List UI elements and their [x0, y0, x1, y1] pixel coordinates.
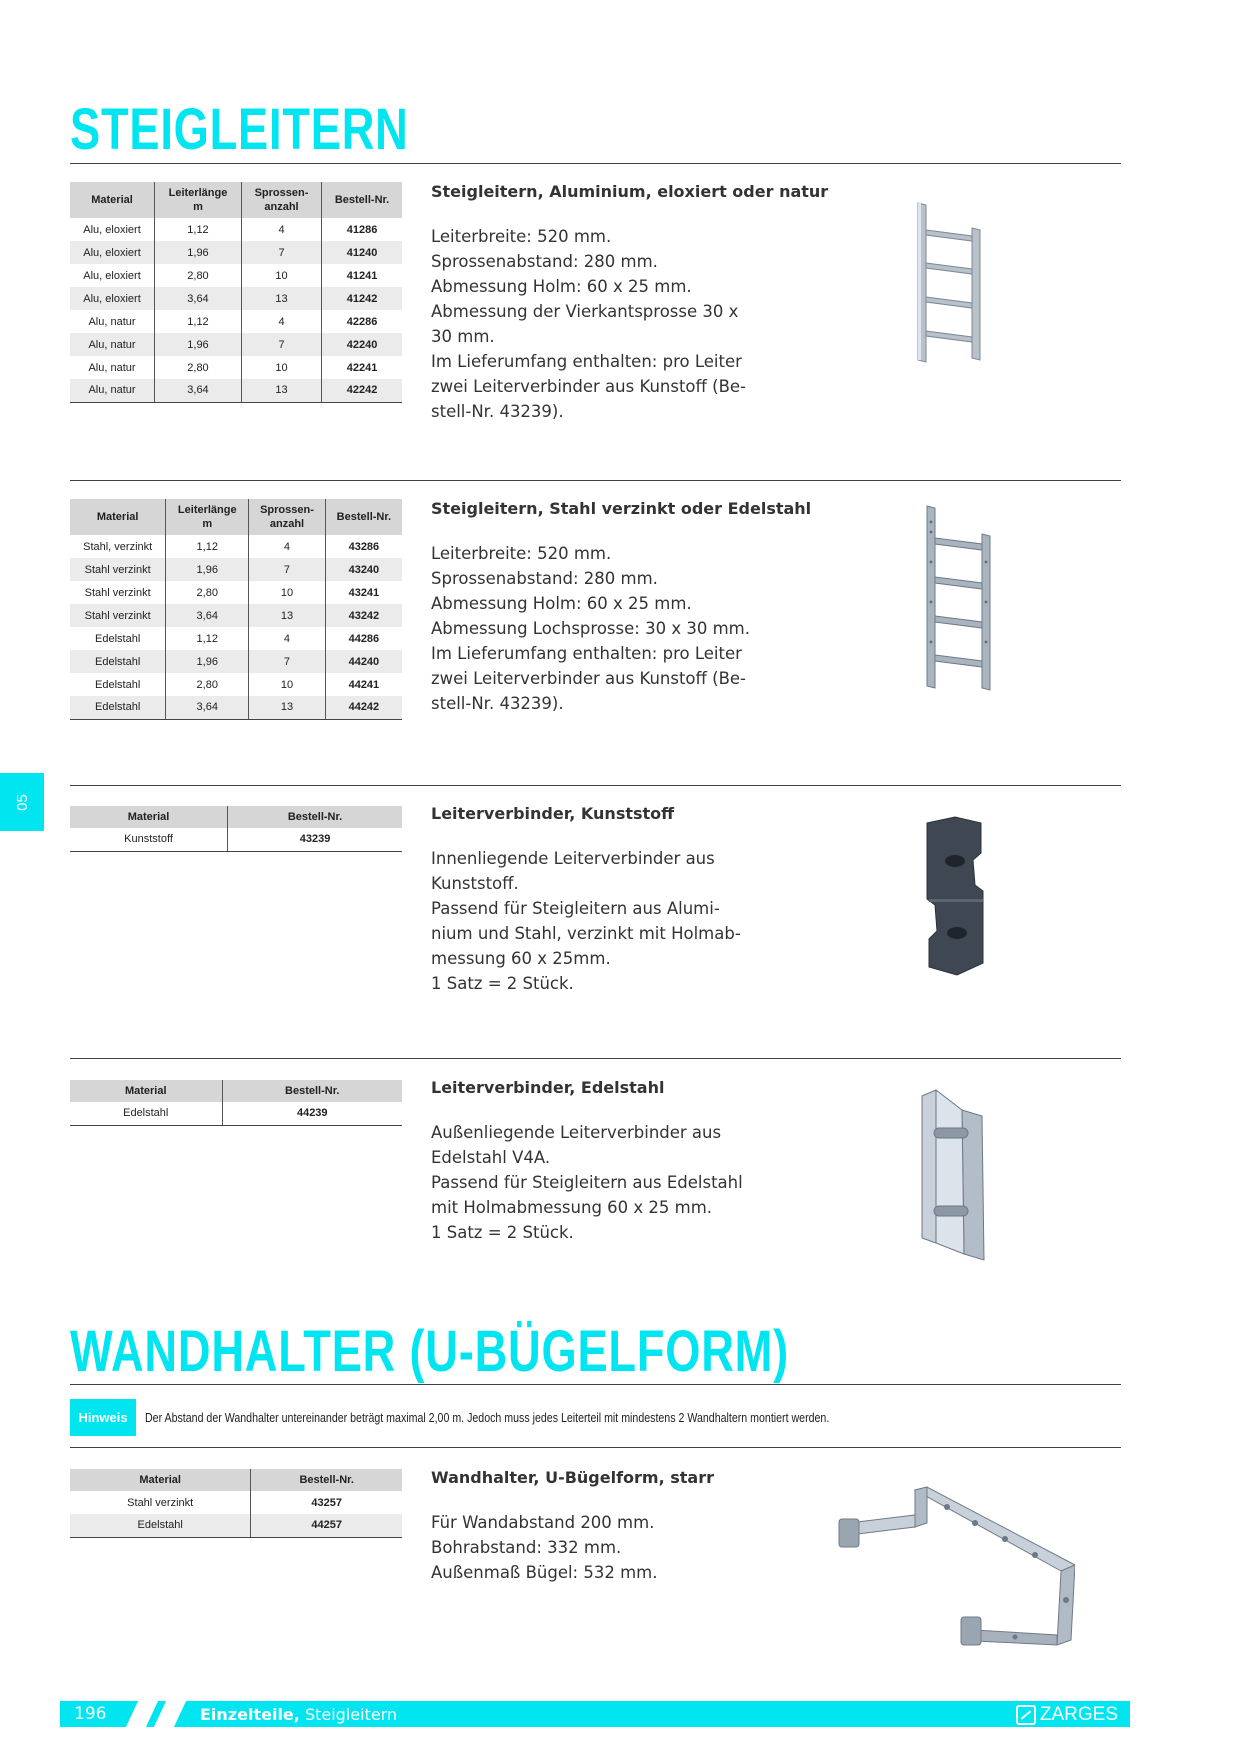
table-header-cell: Leiterlänge m	[166, 499, 249, 535]
table-cell: Alu, natur	[70, 333, 155, 356]
table-header-cell: Bestell-Nr.	[228, 806, 402, 828]
divider	[70, 1384, 1121, 1385]
table-row	[70, 333, 402, 356]
table-row	[70, 1514, 402, 1537]
table-cell: 2,80	[155, 356, 242, 379]
spec-table-kunststoff	[70, 806, 402, 852]
table-cell: 4	[241, 310, 321, 333]
table-cell: Alu, natur	[70, 379, 155, 402]
section-heading-kunststoff: Leiterverbinder, Kunststoff	[431, 804, 675, 823]
table-cell: 2,80	[155, 264, 242, 287]
divider	[70, 1058, 1121, 1059]
table-cell: 42240	[322, 333, 402, 356]
table-row	[70, 379, 402, 402]
section-body-edelstahl: Außenliegende Leiterverbinder aus Edelstahl V4A. Passend für Steigleitern aus Edelstahl mit Holmabmessung 60 x 25 mm. 1 Satz = 2 Stück.	[431, 1123, 743, 1242]
table-cell: 7	[241, 333, 321, 356]
table-cell: 2,80	[166, 673, 249, 696]
section-heading-stahl: Steigleitern, Stahl verzinkt oder Edelstahl	[431, 499, 812, 518]
table-cell: 43242	[325, 604, 402, 627]
table-cell: 44257	[251, 1514, 402, 1537]
table-row	[70, 535, 402, 558]
table-cell: 1,96	[155, 333, 242, 356]
table-cell: 1,12	[155, 218, 242, 241]
footer-breadcrumb-rest: Steigleitern	[299, 1705, 398, 1724]
table-header-cell: Material	[70, 499, 166, 535]
table-cell: Alu, eloxiert	[70, 241, 155, 264]
chapter-tab-label: 05	[13, 793, 31, 811]
table-cell: 42286	[346, 315, 378, 328]
table-cell: Stahl verzinkt	[70, 581, 166, 604]
zarges-logo-icon	[1016, 1705, 1036, 1725]
table-cell: 7	[241, 241, 321, 264]
table-row	[70, 673, 402, 696]
divider	[70, 785, 1121, 786]
hint-label: Hinweis	[70, 1399, 136, 1436]
footer-breadcrumb	[200, 1705, 397, 1724]
spec-table-edelstahl	[70, 1080, 402, 1126]
table-header-cell: Material	[70, 182, 155, 218]
table-cell: 43239	[228, 828, 402, 851]
page-number: 196	[74, 1704, 107, 1724]
table-row	[70, 627, 402, 650]
table-cell: Alu, eloxiert	[70, 218, 155, 241]
table-cell: 43257	[311, 1496, 342, 1509]
footer-breadcrumb-bold: Einzelteile,	[200, 1705, 300, 1724]
brand-name: ZARGES	[1039, 1704, 1118, 1725]
table-row	[70, 604, 402, 627]
table-row	[70, 310, 402, 333]
table-row	[70, 264, 402, 287]
table-cell: 43241	[348, 586, 380, 599]
table-cell: 1,12	[155, 310, 242, 333]
table-row	[70, 828, 402, 851]
table-header-cell: Bestell-Nr.	[251, 1469, 402, 1491]
table-header-cell: Bestell-Nr.	[222, 1080, 402, 1102]
table-cell: 3,64	[155, 379, 242, 402]
table-cell: 44242	[325, 696, 402, 719]
table-cell: 13	[241, 287, 321, 310]
table-header-cell: Sprossen- anzahl	[249, 499, 326, 535]
section-heading-wandhalter: Wandhalter, U-Bügelform, starr	[431, 1468, 714, 1487]
hint-box	[70, 1399, 1121, 1436]
spec-table-aluminium	[70, 182, 402, 403]
table-row	[70, 650, 402, 673]
table-cell: 41286	[346, 223, 378, 236]
table-cell: 44241	[348, 678, 380, 691]
table-cell: Alu, natur	[70, 310, 155, 333]
table-cell: 3,64	[155, 287, 242, 310]
divider	[70, 163, 1121, 164]
footer-slash-decoration	[154, 1701, 186, 1727]
table-cell: Edelstahl	[70, 650, 166, 673]
table-cell: 1,96	[166, 650, 249, 673]
table-cell: 4	[241, 218, 321, 241]
table-row	[70, 218, 402, 241]
table-cell: 43286	[348, 540, 380, 553]
ladder-stahl-image	[920, 502, 1000, 692]
table-cell: 13	[249, 696, 326, 719]
table-cell: 2,80	[166, 581, 249, 604]
table-row	[70, 696, 402, 719]
table-cell: Alu, natur	[70, 356, 155, 379]
table-cell: 42241	[346, 361, 378, 374]
table-row	[70, 1102, 402, 1125]
table-cell: Stahl verzinkt	[70, 604, 166, 627]
table-cell: Edelstahl	[70, 673, 166, 696]
table-cell: 1,96	[166, 558, 249, 581]
table-cell: 10	[241, 264, 321, 287]
section-body-wandhalter: Für Wandabstand 200 mm. Bohrabstand: 332 mm. Außenmaß Bügel: 532 mm.	[431, 1513, 658, 1582]
table-cell: 1,12	[166, 627, 249, 650]
spec-table-stahl	[70, 499, 402, 720]
table-header-cell: Material	[70, 806, 228, 828]
section-heading-aluminium: Steigleitern, Aluminium, eloxiert oder natur	[431, 182, 829, 201]
page-title-wandhalter: WANDHALTER (U-BÜGELFORM)	[70, 1319, 790, 1384]
table-cell: 42242	[322, 379, 402, 402]
brand-logo	[1016, 1704, 1118, 1726]
connector-edelstahl-image	[912, 1088, 997, 1263]
table-cell: 7	[249, 558, 326, 581]
table-cell: 44239	[222, 1102, 402, 1125]
wall-bracket-image	[835, 1485, 1075, 1650]
table-cell: 1,12	[166, 535, 249, 558]
table-header-cell: Sprossen- anzahl	[241, 182, 321, 218]
hint-text: Der Abstand der Wandhalter untereinander beträgt maximal 2,00 m. Jedoch muss jedes Leiterteil mit mindestens 2 Wandhaltern montiert werden.	[145, 1410, 830, 1425]
page-title-steigleitern: STEIGLEITERN	[70, 97, 409, 162]
table-cell: Stahl verzinkt	[70, 1491, 251, 1514]
table-cell: Stahl, verzinkt	[70, 535, 166, 558]
spec-table-wandhalter	[70, 1469, 402, 1538]
table-cell: Edelstahl	[70, 1514, 251, 1537]
footer-slash-decoration	[126, 1701, 158, 1727]
table-header-cell: Leiterlänge m	[155, 182, 242, 218]
table-row	[70, 558, 402, 581]
table-cell: 10	[249, 673, 326, 696]
table-row	[70, 356, 402, 379]
table-cell: Alu, eloxiert	[70, 264, 155, 287]
section-body-kunststoff: Innenliegende Leiterverbinder aus Kunststoff. Passend für Steigleitern aus Alumi- nium und Stahl, verzinkt mit Holmab- messung 60 x 25mm. 1 Satz = 2 Stück.	[431, 849, 741, 993]
table-cell: 43240	[325, 558, 402, 581]
table-cell: 7	[249, 650, 326, 673]
table-cell: 41240	[322, 241, 402, 264]
table-header-cell: Material	[70, 1469, 251, 1491]
footer-bar	[60, 1701, 1130, 1727]
table-cell: 13	[249, 604, 326, 627]
section-heading-edelstahl: Leiterverbinder, Edelstahl	[431, 1078, 665, 1097]
table-cell: 41242	[322, 287, 402, 310]
section-body-aluminium: Leiterbreite: 520 mm. Sprossenabstand: 280 mm. Abmessung Holm: 60 x 25 mm. Abmessung der Vierkantsprosse 30 x 30 mm. Im Lieferumfang enthalten: pro Leiter zwei Leiterverbinder aus Kunstoff (Be- stell-Nr. 43239).	[431, 227, 747, 421]
table-cell: 1,96	[155, 241, 242, 264]
table-cell: 4	[249, 627, 326, 650]
table-cell: Alu, eloxiert	[70, 287, 155, 310]
section-body-stahl: Leiterbreite: 520 mm. Sprossenabstand: 280 mm. Abmessung Holm: 60 x 25 mm. Abmessung Lochsprosse: 30 x 30 mm. Im Lieferumfang enthalten: pro Leiter zwei Leiterverbinder aus Kunstoff (Be- stell-Nr. 43239).	[431, 544, 750, 713]
ladder-aluminium-image	[910, 200, 990, 365]
table-cell: 41241	[346, 269, 378, 282]
table-header-cell: Bestell-Nr.	[322, 182, 402, 218]
chapter-tab	[0, 773, 44, 831]
table-cell: Edelstahl	[70, 1102, 222, 1125]
table-cell: 10	[249, 581, 326, 604]
table-cell: 3,64	[166, 604, 249, 627]
table-cell: Edelstahl	[70, 696, 166, 719]
divider	[70, 1447, 1121, 1448]
table-row	[70, 581, 402, 604]
table-row	[70, 287, 402, 310]
connector-kunststoff-image	[915, 815, 995, 985]
table-cell: Edelstahl	[70, 627, 166, 650]
table-row	[70, 1491, 402, 1514]
table-cell: 4	[249, 535, 326, 558]
table-cell: 44286	[348, 632, 380, 645]
table-cell: Kunststoff	[70, 828, 228, 851]
table-cell: 13	[241, 379, 321, 402]
table-cell: 3,64	[166, 696, 249, 719]
divider	[70, 480, 1121, 481]
table-cell: 10	[241, 356, 321, 379]
table-row	[70, 241, 402, 264]
table-header-cell: Material	[70, 1080, 222, 1102]
table-header-cell: Bestell-Nr.	[325, 499, 402, 535]
table-cell: 44240	[325, 650, 402, 673]
table-cell: Stahl verzinkt	[70, 558, 166, 581]
